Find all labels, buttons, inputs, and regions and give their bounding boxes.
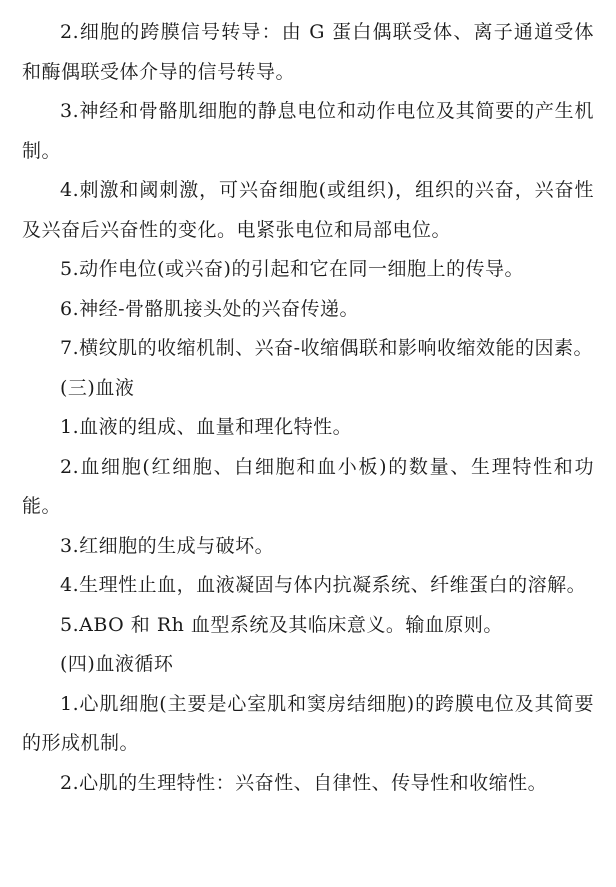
item-rbc-production: 3.红细胞的生成与破坏。 <box>60 534 275 557</box>
item-stimulus-excitability: 4.刺激和阈刺激，可兴奋细胞(或组织)，组织的兴奋，兴奋性及兴奋后兴奋性的变化。电紧张电位和局部电位。 <box>22 179 594 241</box>
item-cardiac-properties: 2.心肌的生理特性：兴奋性、自律性、传导性和收缩性。 <box>60 771 548 794</box>
item-blood-composition: 1.血液的组成、血量和理化特性。 <box>60 416 353 438</box>
section-heading-circulation: (四)血液循环 <box>60 653 174 675</box>
item-neuromuscular-junction: 6.神经-骨骼肌接头处的兴奋传递。 <box>60 297 360 320</box>
item-hemostasis: 4.生理性止血，血液凝固与体内抗凝系统、纤维蛋白的溶解。 <box>60 574 587 596</box>
item-blood-cells: 2.血细胞(红细胞、白细胞和血小板)的数量、生理特性和功能。 <box>22 455 594 517</box>
item-resting-action-potential: 3.神经和骨骼肌细胞的静息电位和动作电位及其简要的产生机制。 <box>22 100 594 162</box>
item-blood-groups: 5.ABO 和 Rh 血型系统及其临床意义。输血原则。 <box>60 613 503 636</box>
section-heading-blood: (三)血液 <box>60 376 135 399</box>
item-membrane-signal-transduction: 2.细胞的跨膜信号转导：由 G 蛋白偶联受体、离子通道受体和酶偶联受体介导的信号转导。 <box>22 21 594 83</box>
item-cardiac-membrane-potential: 1.心肌细胞(主要是心室肌和窦房结细胞)的跨膜电位及其简要的形成机制。 <box>22 692 594 754</box>
item-muscle-contraction: 7.横纹肌的收缩机制、兴奋-收缩偶联和影响收缩效能的因素。 <box>60 337 594 359</box>
item-action-potential-conduction: 5.动作电位(或兴奋)的引起和它在同一细胞上的传导。 <box>60 258 524 280</box>
